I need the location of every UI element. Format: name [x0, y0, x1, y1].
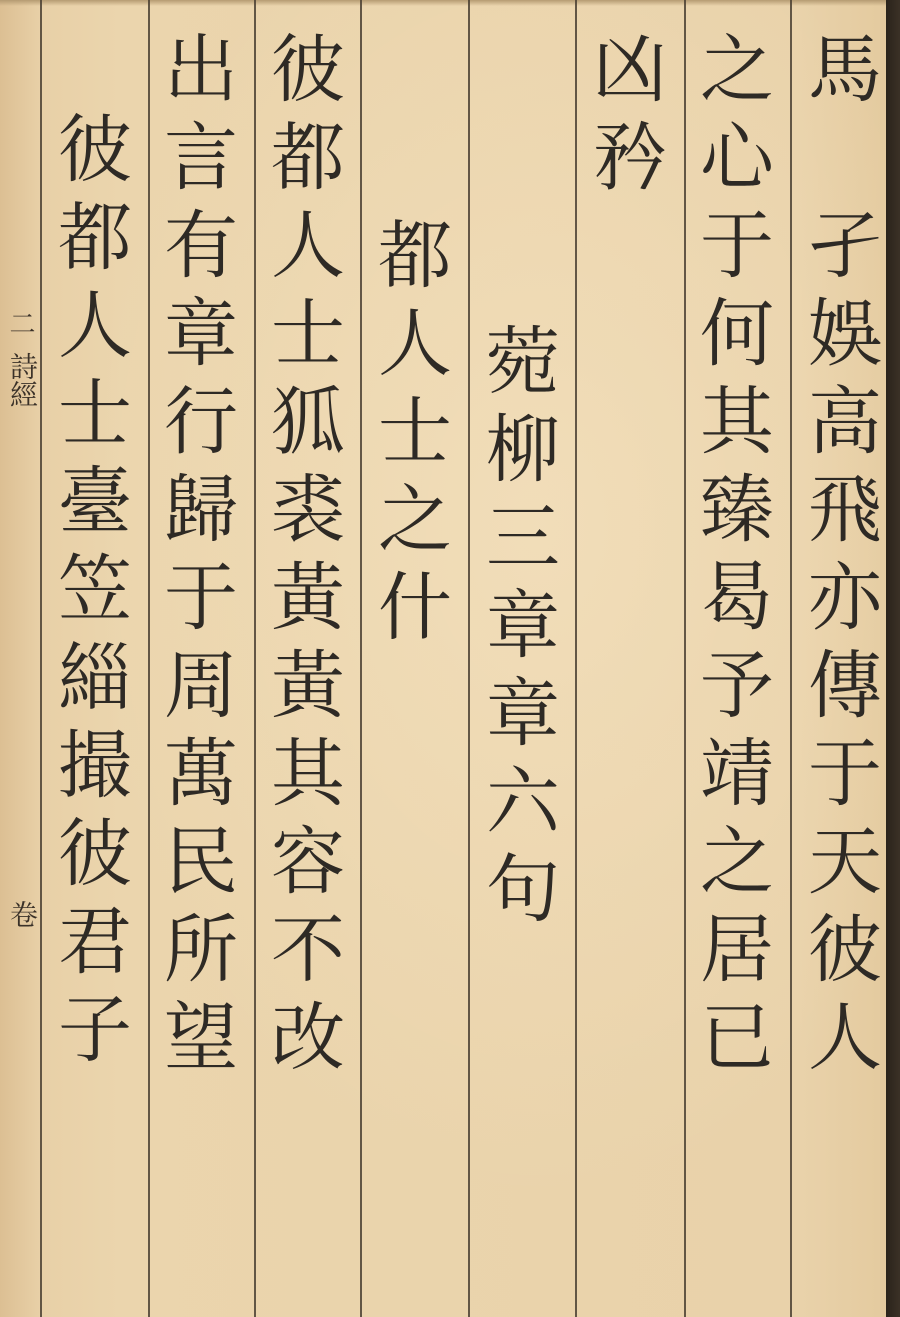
right-border — [886, 0, 900, 1317]
column-rule — [148, 0, 150, 1317]
margin-juan-mark: 卷 — [6, 900, 39, 928]
column-rule — [575, 0, 577, 1317]
section-title: 都人士之什 — [366, 216, 452, 656]
margin-book-title: 詩經 — [6, 352, 39, 408]
text-column-3: 凶矜 — [581, 30, 667, 206]
column-rule — [684, 0, 686, 1317]
column-rule — [790, 0, 792, 1317]
column-rule — [40, 0, 42, 1317]
column-rule — [468, 0, 470, 1317]
text-column-1: 馬 孑娛高飛亦傳于天彼人 — [796, 30, 882, 1086]
page-top-edge — [0, 0, 900, 6]
text-column-2: 之心于何其臻曷予靖之居已 — [688, 30, 774, 1086]
text-column-7: 出言有章行歸于周萬民所望 — [152, 30, 238, 1086]
text-column-6: 彼都人士狐裘黃黃其容不改 — [259, 30, 345, 1086]
column-rule — [360, 0, 362, 1317]
column-rule — [254, 0, 256, 1317]
margin-page-number: 二 — [5, 310, 35, 336]
poem-heading: 菀柳三章章六句 — [474, 322, 560, 938]
text-column-8: 彼都人士臺笠緇撮彼君子 — [46, 110, 132, 1078]
